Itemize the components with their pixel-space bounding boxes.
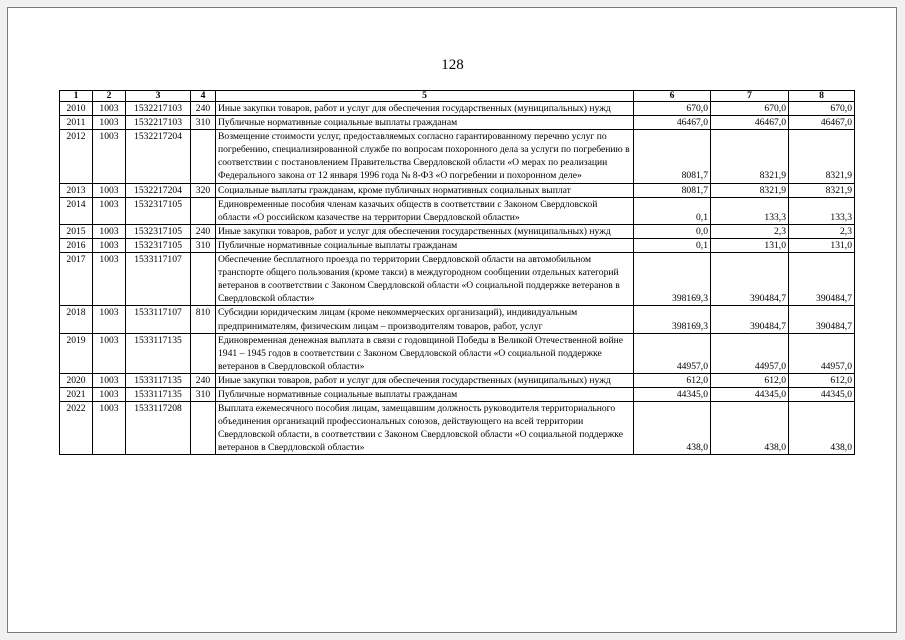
column-header: 7 <box>711 91 789 102</box>
page-number: 128 <box>441 57 464 73</box>
column-header: 2 <box>93 91 126 102</box>
section-code: 1003 <box>93 333 126 373</box>
section-code: 1003 <box>93 373 126 387</box>
amount-col7: 8321,9 <box>711 130 789 183</box>
amount-col8: 438,0 <box>789 402 855 455</box>
amount-col7: 2,3 <box>711 224 789 238</box>
expense-type: 240 <box>191 102 216 116</box>
item-name: Выплата ежемесячного пособия лицам, замещавшим должность руководителя территориального объединения организаций профессиональных союзов, действующего на всей территории Свердловской области, в соответствии с Законом Свердловской области «О социальной поддержке ветеранов в Свердловской области» <box>216 402 634 455</box>
table-row <box>60 224 855 238</box>
expense-type: 310 <box>191 116 216 130</box>
target-code: 1533117135 <box>126 373 191 387</box>
amount-col6: 44957,0 <box>634 333 711 373</box>
section-code: 1003 <box>93 306 126 333</box>
table-row <box>60 333 855 373</box>
expense-type: 810 <box>191 306 216 333</box>
item-name: Иные закупки товаров, работ и услуг для обеспечения государственных (муниципальных) нужд <box>216 373 634 387</box>
expense-type <box>191 402 216 455</box>
section-code: 1003 <box>93 224 126 238</box>
amount-col8: 390484,7 <box>789 306 855 333</box>
amount-col7: 44957,0 <box>711 333 789 373</box>
expense-type: 320 <box>191 183 216 197</box>
amount-col8: 8321,9 <box>789 183 855 197</box>
table-row <box>60 373 855 387</box>
amount-col6: 8081,7 <box>634 183 711 197</box>
budget-table <box>59 90 855 455</box>
expense-type: 310 <box>191 387 216 401</box>
item-name: Обеспечение бесплатного проезда по территории Свердловской области на автомобильном транспорте общего пользования (кроме такси) в междугородном сообщении отдельных категорий ветеранов в соответствии с Законом Свердловской области «О социальной поддержке ветеранов в Свердловской области» <box>216 253 634 306</box>
amount-col6: 0,1 <box>634 197 711 224</box>
row-number: 2011 <box>60 116 93 130</box>
table-row <box>60 253 855 306</box>
row-number: 2012 <box>60 130 93 183</box>
target-code: 1533117107 <box>126 306 191 333</box>
amount-col8: 2,3 <box>789 224 855 238</box>
amount-col6: 670,0 <box>634 102 711 116</box>
column-header: 6 <box>634 91 711 102</box>
section-code: 1003 <box>93 116 126 130</box>
section-code: 1003 <box>93 102 126 116</box>
section-code: 1003 <box>93 130 126 183</box>
amount-col6: 46467,0 <box>634 116 711 130</box>
amount-col8: 44345,0 <box>789 387 855 401</box>
table-header-row <box>60 91 855 102</box>
target-code: 1532317105 <box>126 224 191 238</box>
item-name: Единовременные пособия членам казачьих обществ в соответствии с Законом Свердловской области «О российском казачестве на территории Свердловской области» <box>216 197 634 224</box>
section-code: 1003 <box>93 387 126 401</box>
table-row <box>60 130 855 183</box>
amount-col6: 438,0 <box>634 402 711 455</box>
row-number: 2022 <box>60 402 93 455</box>
amount-col6: 0,1 <box>634 238 711 252</box>
item-name: Субсидии юридическим лицам (кроме некоммерческих организаций), индивидуальным предпринимателям, физическим лицам – производителям товаров, работ, услуг <box>216 306 634 333</box>
section-code: 1003 <box>93 402 126 455</box>
amount-col7: 8321,9 <box>711 183 789 197</box>
column-header: 1 <box>60 91 93 102</box>
column-header: 4 <box>191 91 216 102</box>
amount-col6: 398169,3 <box>634 253 711 306</box>
item-name: Единовременная денежная выплата в связи с годовщиной Победы в Великой Отечественной войне 1941 – 1945 годов в соответствии с Законом Свердловской области «О социальной поддержке ветеранов в Свердловской области» <box>216 333 634 373</box>
amount-col6: 0,0 <box>634 224 711 238</box>
column-header: 8 <box>789 91 855 102</box>
item-name: Публичные нормативные социальные выплаты гражданам <box>216 387 634 401</box>
expense-type: 310 <box>191 238 216 252</box>
amount-col8: 131,0 <box>789 238 855 252</box>
amount-col7: 46467,0 <box>711 116 789 130</box>
table-body <box>60 102 855 455</box>
amount-col8: 612,0 <box>789 373 855 387</box>
table-row <box>60 402 855 455</box>
amount-col7: 670,0 <box>711 102 789 116</box>
amount-col8: 46467,0 <box>789 116 855 130</box>
table-row <box>60 238 855 252</box>
section-code: 1003 <box>93 238 126 252</box>
target-code: 1532217204 <box>126 183 191 197</box>
column-header: 5 <box>216 91 634 102</box>
row-number: 2016 <box>60 238 93 252</box>
item-name: Социальные выплаты гражданам, кроме публичных нормативных социальных выплат <box>216 183 634 197</box>
amount-col8: 670,0 <box>789 102 855 116</box>
table-row <box>60 197 855 224</box>
table-row <box>60 387 855 401</box>
row-number: 2019 <box>60 333 93 373</box>
row-number: 2020 <box>60 373 93 387</box>
item-name: Публичные нормативные социальные выплаты гражданам <box>216 238 634 252</box>
amount-col6: 8081,7 <box>634 130 711 183</box>
item-name: Иные закупки товаров, работ и услуг для обеспечения государственных (муниципальных) нужд <box>216 102 634 116</box>
amount-col6: 398169,3 <box>634 306 711 333</box>
amount-col8: 8321,9 <box>789 130 855 183</box>
expense-type <box>191 197 216 224</box>
amount-col8: 44957,0 <box>789 333 855 373</box>
expense-type <box>191 333 216 373</box>
amount-col7: 131,0 <box>711 238 789 252</box>
item-name: Возмещение стоимости услуг, предоставляемых согласно гарантированному перечню услуг по погребению, специализированной службе по вопросам похоронного дела за услуги по погребению в соответствии с постановлением Правительства Свердловской области «О мерах по реализации Федерального закона от 12 января 1996 года № 8-ФЗ «О погребении и похоронном деле» <box>216 130 634 183</box>
amount-col7: 44345,0 <box>711 387 789 401</box>
column-header: 3 <box>126 91 191 102</box>
target-code: 1532317105 <box>126 197 191 224</box>
target-code: 1532317105 <box>126 238 191 252</box>
amount-col8: 390484,7 <box>789 253 855 306</box>
row-number: 2014 <box>60 197 93 224</box>
target-code: 1532217204 <box>126 130 191 183</box>
expense-type: 240 <box>191 224 216 238</box>
section-code: 1003 <box>93 197 126 224</box>
item-name: Иные закупки товаров, работ и услуг для обеспечения государственных (муниципальных) нужд <box>216 224 634 238</box>
section-code: 1003 <box>93 183 126 197</box>
row-number: 2021 <box>60 387 93 401</box>
amount-col7: 438,0 <box>711 402 789 455</box>
table-row <box>60 116 855 130</box>
amount-col7: 612,0 <box>711 373 789 387</box>
expense-type: 240 <box>191 373 216 387</box>
section-code: 1003 <box>93 253 126 306</box>
target-code: 1533117135 <box>126 333 191 373</box>
target-code: 1533117208 <box>126 402 191 455</box>
amount-col7: 390484,7 <box>711 306 789 333</box>
table-row <box>60 306 855 333</box>
row-number: 2013 <box>60 183 93 197</box>
target-code: 1532217103 <box>126 116 191 130</box>
row-number: 2015 <box>60 224 93 238</box>
row-number: 2018 <box>60 306 93 333</box>
target-code: 1532217103 <box>126 102 191 116</box>
item-name: Публичные нормативные социальные выплаты гражданам <box>216 116 634 130</box>
row-number: 2017 <box>60 253 93 306</box>
expense-type <box>191 253 216 306</box>
amount-col6: 612,0 <box>634 373 711 387</box>
table-row <box>60 183 855 197</box>
expense-type <box>191 130 216 183</box>
target-code: 1533117107 <box>126 253 191 306</box>
target-code: 1533117135 <box>126 387 191 401</box>
amount-col6: 44345,0 <box>634 387 711 401</box>
amount-col8: 133,3 <box>789 197 855 224</box>
amount-col7: 390484,7 <box>711 253 789 306</box>
table-row <box>60 102 855 116</box>
row-number: 2010 <box>60 102 93 116</box>
amount-col7: 133,3 <box>711 197 789 224</box>
